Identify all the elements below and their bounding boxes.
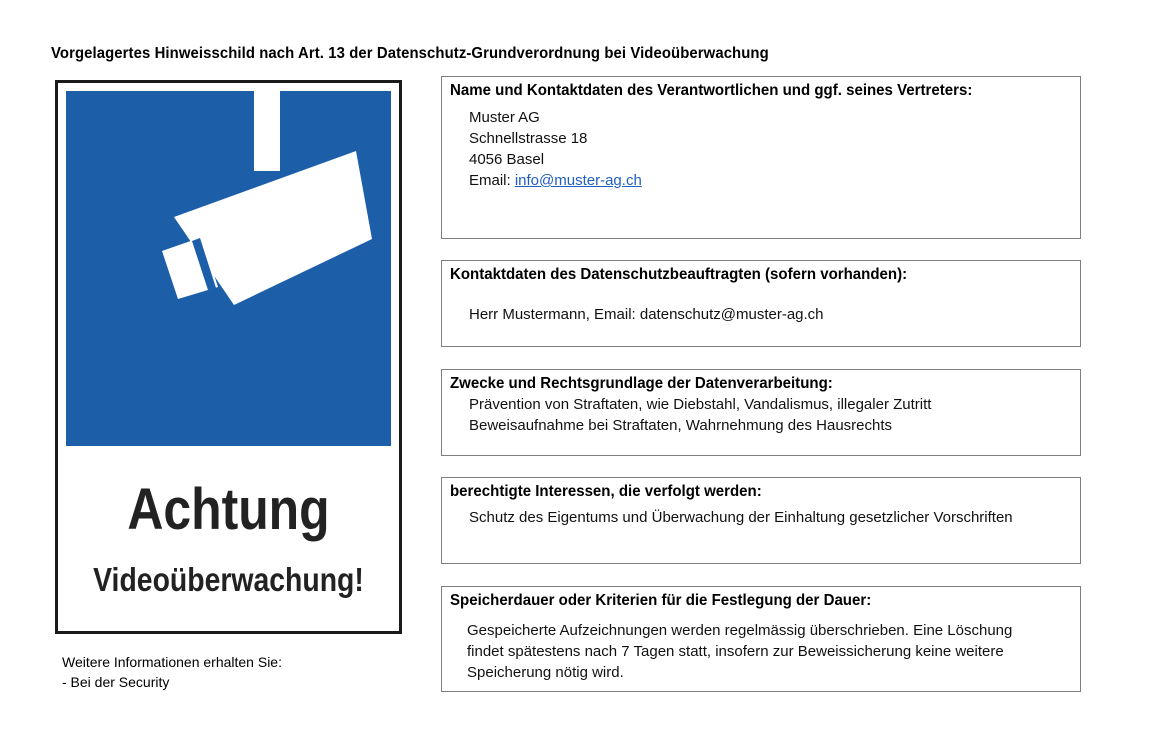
purpose-box (441, 369, 1081, 456)
warning-sign (55, 80, 402, 634)
more-info-line: - Bei der Security (62, 674, 170, 690)
more-info-line: Weitere Informationen erhalten Sie: (62, 654, 282, 670)
sign-pictogram (66, 91, 391, 446)
sign-caption: Videoüberwachung! (93, 561, 364, 598)
email-label: Email: (469, 172, 515, 189)
retention-line: Speicherung nötig wird. (467, 664, 624, 681)
email-link[interactable]: info@muster-ag.ch (514, 172, 642, 189)
retention-line: findet spätestens nach 7 Tagen statt, insofern zur Beweissicherung keine weitere (467, 643, 1004, 660)
dpo-title: Kontaktdaten des Datenschutzbeauftragten (sofern vorhanden): (450, 266, 908, 283)
purpose-details (469, 394, 931, 436)
retention-title: Speicherdauer oder Kriterien für die Festlegung der Dauer: (450, 592, 872, 609)
sign-warning-word: Achtung (127, 477, 330, 542)
controller-box (441, 76, 1081, 239)
street: Schnellstrasse 18 (469, 130, 588, 147)
controller-details (469, 107, 642, 191)
dpo-box (441, 260, 1081, 347)
purpose-line: Beweisaufnahme bei Straftaten, Wahrnehmung des Hausrechts (469, 417, 893, 434)
more-info (62, 652, 282, 692)
controller-title: Name und Kontaktdaten des Verantwortlichen und ggf. seines Vertreters: (450, 82, 973, 99)
surveillance-camera-icon (66, 91, 391, 446)
retention-box (441, 586, 1081, 692)
email-line (469, 170, 642, 191)
interests-text: Schutz des Eigentums und Überwachung der Einhaltung gesetzlicher Vorschriften (469, 509, 1013, 526)
retention-details (467, 620, 1012, 683)
retention-line: Gespeicherte Aufzeichnungen werden regelmässig überschrieben. Eine Löschung (467, 622, 1013, 639)
interests-box (441, 477, 1081, 564)
page-title: Vorgelagertes Hinweisschild nach Art. 13 der Datenschutz-Grundverordnung bei Videoüberwachung (51, 45, 769, 62)
city: 4056 Basel (469, 151, 545, 168)
interests-title: berechtigte Interessen, die verfolgt werden: (450, 483, 762, 500)
purpose-line: Prävention von Straftaten, wie Diebstahl, Vandalismus, illegaler Zutritt (469, 396, 932, 413)
company-name: Muster AG (469, 109, 540, 126)
purpose-title: Zwecke und Rechtsgrundlage der Datenverarbeitung: (450, 375, 833, 392)
dpo-text: Herr Mustermann, Email: datenschutz@muster-ag.ch (469, 306, 824, 323)
